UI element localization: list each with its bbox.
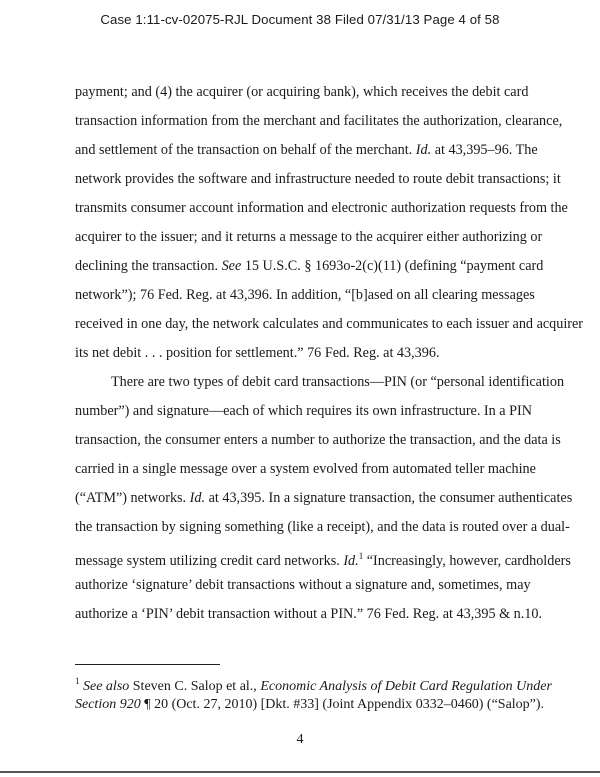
footnote-line: $^1$ See also Steven C. Salop et al., Economic Analysis of Debit Card Regulation Under — [75, 676, 552, 694]
body-line: transaction information from the merchant and facilitates the authorization, clearance, — [75, 113, 563, 129]
body-line: message system utilizing credit card networks. Id.$^1$ “Increasingly, however, cardholders — [75, 551, 571, 569]
body-line: its net debit . . . position for settlement.” 76 Fed. Reg. at 43,396. — [75, 345, 440, 361]
body-line: received in one day, the network calculates and communicates to each issuer and acquirer — [75, 316, 584, 332]
body-line: carried in a single message over a system evolved from automated teller machine — [75, 461, 536, 477]
footnote — [75, 672, 552, 714]
citation-id: Id. — [343, 553, 359, 569]
footnote-ref[interactable]: 1 — [358, 551, 364, 561]
body-line: transaction, the consumer enters a number to authorize the transaction, and the data is — [75, 432, 561, 448]
footnote-divider — [75, 664, 220, 665]
body-line: (“ATM”) networks. Id. at 43,395. In a signature transaction, the consumer authenticates — [75, 490, 573, 506]
page-number: 4 — [296, 732, 304, 747]
footnote-line: Section 920 ¶ 20 (Oct. 27, 2010) [Dkt. #33] (Joint Appendix 0332–0460) (“Salop”). — [75, 697, 545, 712]
body-line: There are two types of debit card transactions—PIN (or “personal identification — [111, 374, 565, 390]
body-line: the transaction by signing something (like a receipt), and the data is routed over a dual- — [75, 519, 570, 535]
citation-id: Id. — [415, 142, 432, 158]
case-header: Case 1:11-cv-02075-RJL Document 38 Filed 07/31/13 Page 4 of 58 — [100, 12, 500, 27]
body-line: authorize a ‘PIN’ debit transaction without a PIN.” 76 Fed. Reg. at 43,395 & n.10. — [75, 606, 543, 622]
page-bottom-edge — [0, 771, 600, 773]
body-line: and settlement of the transaction on behalf of the merchant. Id. at 43,395–96. The — [75, 142, 538, 158]
body-line: declining the transaction. See 15 U.S.C. § 1693o-2(c)(11) (defining “payment card — [75, 258, 544, 274]
footnote-number: 1 — [75, 676, 80, 686]
body-line: network provides the software and infrastructure needed to route debit transactions; it — [75, 171, 561, 187]
citation-id: Id. — [189, 490, 206, 506]
body-line: authorize ‘signature’ debit transactions without a signature and, sometimes, may — [75, 577, 531, 593]
citation-see: See — [221, 258, 242, 274]
body-line: transmits consumer account information and electronic authorization requests from the — [75, 200, 568, 216]
body-line: payment; and (4) the acquirer (or acquiring bank), which receives the debit card — [75, 84, 529, 100]
body-line: number”) and signature—each of which requires its own infrastructure. In a PIN — [75, 403, 532, 419]
body-line: network”); 76 Fed. Reg. at 43,396. In addition, “[b]ased on all clearing messages — [75, 287, 535, 303]
body-line: acquirer to the issuer; and it returns a message to the acquirer either authorizing or — [75, 229, 543, 245]
